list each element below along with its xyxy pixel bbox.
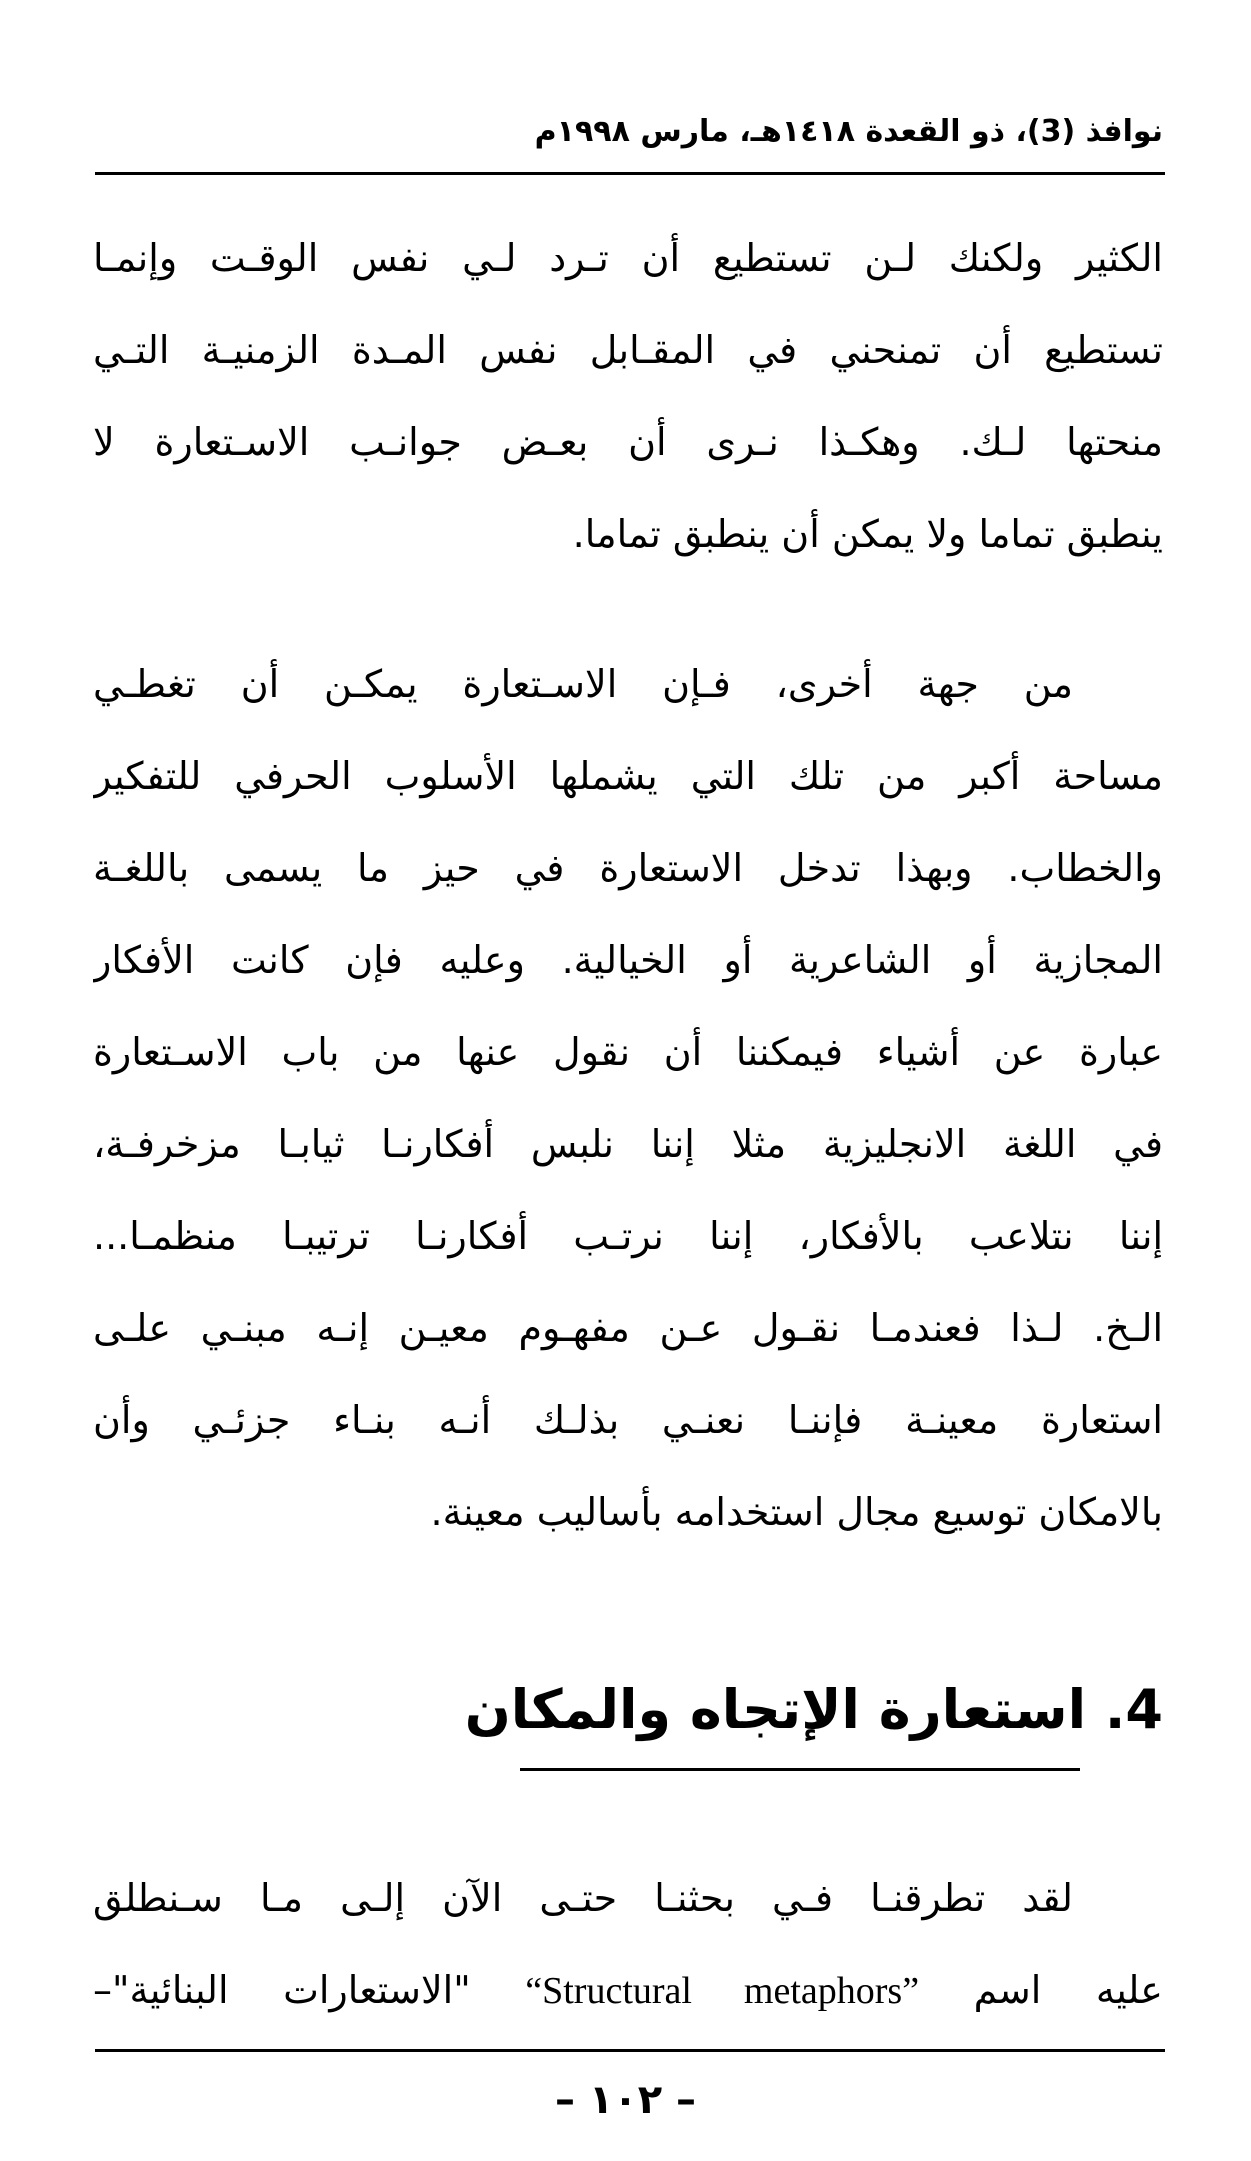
section-heading bbox=[465, 1670, 1163, 1750]
paragraph-line: منحتها لـك. وهكـذا نـرى أن بعـض جوانـب الاسـتعارة لا bbox=[93, 420, 1163, 464]
english-term: “Structural metaphors” bbox=[525, 1970, 920, 2012]
paragraph-2 bbox=[93, 638, 1163, 1558]
section-number: 4. bbox=[1104, 1678, 1163, 1741]
paragraph-line: لقد تطرقنـا فـي بحثنـا حتـى الآن إلـى مـا سـنطلق bbox=[93, 1876, 1073, 1920]
paragraph-line: في اللغة الانجليزية مثلا إننا نلبس أفكارنـا ثيابـا مزخرفـة، bbox=[93, 1122, 1163, 1166]
paragraph-line: تستطيع أن تمنحني في المقـابل نفس المـدة الزمنيـة التـي bbox=[93, 328, 1163, 372]
header-rule bbox=[95, 172, 1165, 175]
paragraph-line: ينطبق تماما ولا يمكن أن ينطبق تماما. bbox=[572, 512, 1163, 556]
line-text: "الاستعارات البنائية"– bbox=[93, 1968, 471, 2012]
paragraph-line: استعارة معينـة فإننـا نعنـي بذلـك أنـه بنـاء جزئـي وأن bbox=[93, 1398, 1163, 1442]
page-number: – ١٠٢ – bbox=[554, 2077, 697, 2123]
paragraph-line: إننا نتلاعب بالأفكار، إننا نرتـب أفكارنـا ترتيبـا منظمـا... bbox=[93, 1214, 1163, 1258]
paragraph-line: عبارة عن أشياء فيمكننا أن نقول عنها من باب الاسـتعارة bbox=[93, 1030, 1163, 1074]
paragraph-1 bbox=[93, 212, 1163, 580]
paragraph-3 bbox=[93, 1852, 1163, 2036]
paragraph-line: المجازية أو الشاعرية أو الخيالية. وعليه فإن كانت الأفكار bbox=[93, 938, 1163, 982]
paragraph-line: من جهة أخرى، فـإن الاسـتعارة يمكـن أن تغطـي bbox=[93, 662, 1073, 706]
paragraph-line: الكثير ولكنك لـن تستطيع أن تـرد لـي نفس الوقـت وإنمـا bbox=[93, 236, 1163, 280]
running-header: نوافذ (3)، ذو القعدة ١٤١٨هـ، مارس ١٩٩٨م bbox=[534, 114, 1163, 149]
paragraph-line: مساحة أكبر من تلك التي يشملها الأسلوب الحرفي للتفكير bbox=[93, 754, 1163, 798]
paragraph-line: بالامكان توسيع مجال استخدامه بأساليب معينة. bbox=[430, 1490, 1163, 1534]
paragraph-line bbox=[93, 1944, 1163, 2036]
paragraph-line: والخطاب. وبهذا تدخل الاستعارة في حيز ما يسمى باللغـة bbox=[93, 846, 1163, 890]
section-heading-underline bbox=[520, 1768, 1080, 1771]
paragraph-line: الـخ. لـذا فعندمـا نقـول عـن مفهـوم معيـن إنـه مبنـي علـى bbox=[93, 1306, 1163, 1350]
footer-rule bbox=[95, 2049, 1165, 2052]
line-text: عليه اسم bbox=[973, 1968, 1163, 2012]
section-title: استعارة الإتجاه والمكان bbox=[464, 1678, 1087, 1741]
